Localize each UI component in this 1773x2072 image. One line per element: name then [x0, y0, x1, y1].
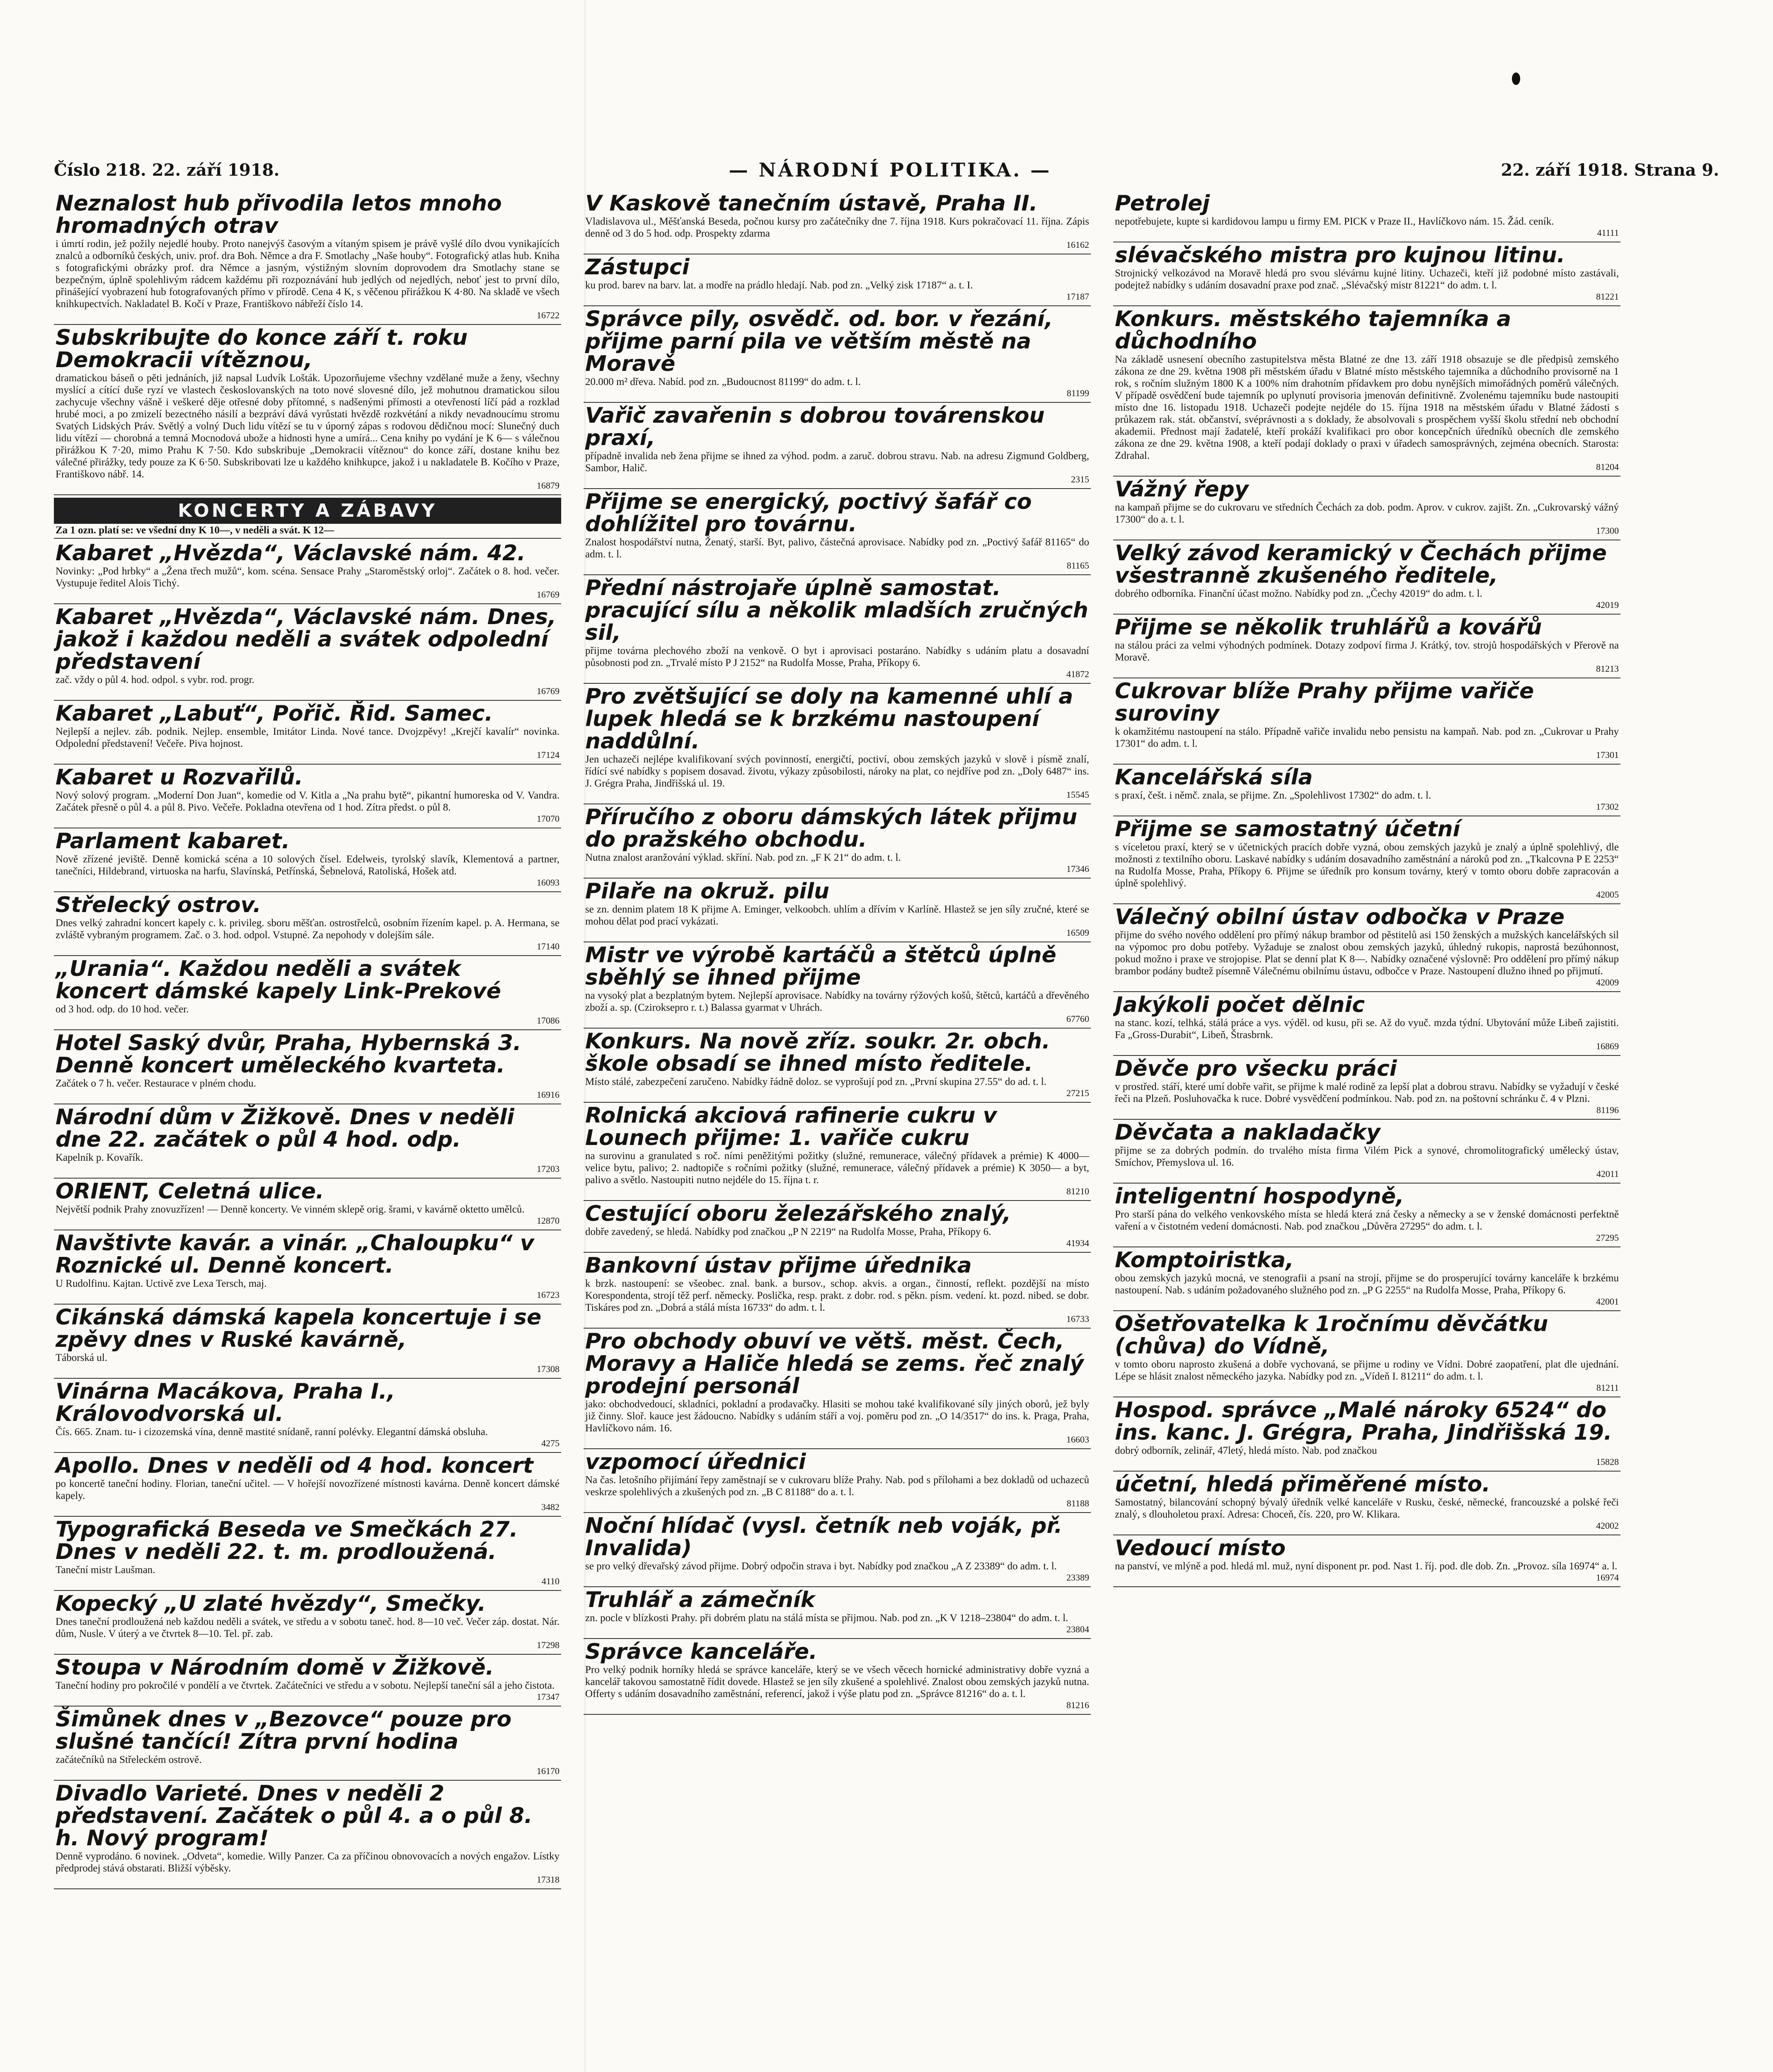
ad-reference-number: 16723 [537, 1290, 560, 1300]
ad-headline: Šimůnek dnes v „Bezovce“ pouze pro slušné tančící! Zítra první hodina [56, 1707, 512, 1754]
ad-body-text: Čís. 665. Znam. tu- i cizozemská vína, denně mastité snídaně, ranní polévky. Elegantní dámská obsluha. [56, 1426, 488, 1438]
ad-reference-number: 17298 [537, 1640, 560, 1650]
ad-columns [54, 191, 1620, 2072]
ad-headline: Cestující oboru železářského znalý, [585, 1201, 1011, 1226]
ad-reference-number: 16509 [1066, 927, 1089, 938]
classified-ad [1113, 477, 1620, 540]
ad-body-text: U Rudolfinu. Kajtan. Uctivě zve Lexa Tersch, maj. [56, 1278, 267, 1289]
ad-headline: Truhlář a zámečník [585, 1588, 815, 1612]
ad-headline: Hotel Saský dvůr, Praha, Hybernská 3. Denně koncert uměleckého kvarteta. [56, 1031, 521, 1078]
ad-body-text: Na čas. letošního přijímání řepy zaměstnají se v cukrovaru blíže Prahy. Nab. pod s přílohami a bez dokladů od uchazeců veskrze spolehlivých a zkušených pod zn. „B C 81188“ do a. t. l. [585, 1474, 1089, 1498]
classified-ad [584, 804, 1091, 879]
ad-headline: Ošetřovatelka k 1ročnímu děvčátku (chůva) do Vídně, [1115, 1312, 1548, 1359]
ad-reference-number: 81211 [1596, 1382, 1619, 1393]
classified-ad [1113, 992, 1620, 1056]
ad-body-text: Denně vyprodáno. 6 novinek. „Odveta“, komedie. Willy Panzer. Ca za příčinou obnovovacích a nových engažov. Lístky předprodej stává obstarati. Bližší výběsky. [56, 1851, 560, 1874]
ad-reference-number: 17124 [537, 750, 560, 760]
ad-headline: Pro zvětšující se doly na kamenné uhlí a lupek hledá se k brzkému nastoupení naddůlní. [585, 684, 1073, 754]
ad-headline: Kabaret „Hvězda“, Václavské nám. Dnes, jakož i každou neděli a svátek odpolední představení [56, 605, 556, 674]
classified-ad [1113, 1535, 1620, 1587]
ad-body-text: i úmrtí rodin, jež požily nejedlé houby. Proto nanejvýš časovým a vítaným spisem je právě vyšlé dílo dvou vynikajících znalců a odborníků českých, univ. prof. dra Boh. Němce a dra F. Smotlachy „Naše houby“. Fotografický atlas hub. Kniha s fotografickými obrázky prof. dra Němce a jasným, výstižným slovním doprovodem dra Smotlachy stane se bezpečným, úplně spolehlivým rádcem každému při rozpoznávání hub jedlých od nejedlých, neboť jest to první dílo, přinášející vyobrazení hub fotografovaných přímo v přírodě. Cena 4 K, s věčenou přirážkou K 4·80. Na skladě ve všech knihkupectvích. Nakladatel B. Kočí v Praze, Františkovo nábřeží číslo 14. [56, 238, 560, 310]
ad-reference-number: 81221 [1596, 291, 1619, 302]
classified-ad [1113, 306, 1620, 477]
ad-headline: Kabaret u Rozvařilů. [56, 765, 303, 790]
ad-body-text: Dnes taneční prodloužená neb každou neděli a svátek, ve středu a v sobotu taneč. hod. 8—10 več. Večer záp. dostat. Nár. dům, Nusle. V úterý a ve čtvrtek 8—10. Tel. př. zab. [56, 1616, 560, 1639]
ad-headline: Cukrovar blíže Prahy přijme vařiče suroviny [1115, 679, 1534, 726]
ad-body-text: Novinky: „Pod hrbky“ a „Žena třech mužů“, kom. scéna. Sensace Prahy „Staroměstský orloj“. Začátek o 8. hod. večer. Vystupuje ředitel Alois Tichý. [56, 566, 560, 589]
classified-ad [54, 1453, 561, 1517]
ad-headline: Zástupci [585, 255, 690, 280]
ad-body-text: na surovinu a granulated s roč. ními peněžitými požitky (služné, remunerace, válečný přídavek a prémie) K 4000— velice bytu, palivo; 2. nadtopiče s ročními požitky (služné, remunerace, válečný přídavek a prémie) K 3050— a byt, palivo a světlo. Nastoupiti nutno nejdéle do 15. října t. r. [585, 1150, 1089, 1186]
classified-ad [584, 191, 1091, 254]
ad-headline: Příručího z oboru dámských látek přijmu do pražského obchodu. [585, 805, 1078, 852]
ad-headline: Přijme se několik truhlářů a kovářů [1115, 615, 1542, 640]
ad-reference-number: 16974 [1596, 1572, 1619, 1583]
ad-reference-number: 23804 [1066, 1624, 1089, 1634]
ad-body-text: po koncertě taneční hodiny. Florian, taneční učitel. — V hořejší novozřízené místnosti kavárna. Denně koncert dámské kapely. [56, 1478, 560, 1501]
ad-headline: Velký závod keramický v Čechách přijme všestranně zkušeného ředitele, [1115, 541, 1607, 588]
ad-body-text: přijme továrna plechového zboží na venkově. O byt i aprovisaci postaráno. Nabídky s udáním platu a dosavadní působnosti pod zn. „Trvalé místo P J 2152“ na Rudolfa Mosse, Praha, Příkopy 6. [585, 645, 1089, 668]
classified-ad [54, 701, 561, 765]
classified-ad [1113, 1120, 1620, 1184]
ad-reference-number: 41872 [1066, 669, 1089, 679]
ad-body-text: s praxí, češt. i němč. znala, se přijme. Zn. „Spolehlivost 17302“ do adm. t. l. [1115, 790, 1431, 801]
ad-body-text: dobrého odborníka. Finanční účast možno. Nabídky pod zn. „Čechy 42019“ do adm. t. l. [1115, 588, 1482, 599]
ad-headline: Správce pily, osvědč. od. bor. v řezání, přijme parní pila ve větším městě na Moravě [585, 307, 1053, 376]
ad-body-text: Vladislavova ul., Měšťanská Beseda, počnou kursy pro začátečníky dne 7. října 1918. Kurs pokračovací 11. října. Zápis denně od 3 do 5 hod. odp. Prospekty zdarma [585, 216, 1089, 239]
ad-body-text: dobře zavedený, se hledá. Nabídky pod značkou „P N 2219“ na Rudolfa Mosse, Praha, Příkopy 6. [585, 1226, 991, 1237]
ad-headline: Vedoucí místo [1115, 1536, 1286, 1561]
ad-reference-number: 15828 [1596, 1457, 1619, 1467]
classified-ad [584, 1029, 1091, 1103]
ad-headline: Komptoiristka, [1115, 1248, 1294, 1273]
classified-ad [1113, 904, 1620, 992]
ad-reference-number: 42002 [1596, 1520, 1619, 1531]
ad-headline: Vařič zavařenin s dobrou továrenskou praxí, [585, 403, 1045, 450]
ad-reference-number: 23389 [1066, 1572, 1089, 1583]
ad-reference-number: 16879 [537, 480, 560, 491]
ad-body-text: s víceletou praxí, který se v účetnických pracích dobře vyzná, obou zemských jazyků je znalý a úplně spolehlivý, dle možnosti z textilního oboru. Laskavé nabídky s udáním dosavadního zaměstnání a nároků pod zn. „Tkalcovna P E 2253“ na Rudolfa Mosse, Praha, Příkopy 6. Přijme se úředník pro konsum továrny, který v tomto oboru dobře zapracován a úplně spolehlivý. [1115, 842, 1619, 889]
ad-reference-number: 17187 [1066, 291, 1089, 302]
section-banner: KONCERTY A ZÁBAVY [54, 498, 561, 524]
ad-body-text: dobrý odborník, zelinář, 47letý, hledá místo. Nab. pod značkou [1115, 1445, 1377, 1456]
ad-body-text: se zn. dennim platem 18 K přijme A. Eminger, velkoobch. uhlím a dřívím v Karlíně. Hlastež se jen síly zručné, které se mohou dělat pod prací vykázati. [585, 904, 1089, 927]
classified-ad [584, 1201, 1091, 1253]
ad-reference-number: 17318 [537, 1874, 560, 1885]
classified-ad [584, 575, 1091, 684]
ad-reference-number: 3482 [541, 1502, 560, 1512]
ad-reference-number: 42001 [1596, 1296, 1619, 1307]
ad-headline: Parlament kabaret. [56, 829, 290, 854]
ad-body-text: případně invalida neb žena přijme se ihned za výhod. podm. a zaruč. dobrou stravu. Nab. na adresu Zigmund Goldberg, Sambor, Halič. [585, 450, 1089, 474]
ad-reference-number: 42011 [1596, 1169, 1619, 1179]
ad-reference-number: 17346 [1066, 864, 1089, 874]
classified-ad [584, 306, 1091, 403]
classified-ad [54, 892, 561, 956]
ad-body-text: Strojnický velkozávod na Moravě hledá pro svou slévárnu kujné litiny. Uchazeči, kteří již podobné místo zastávali, podejtež nabídky s udáním dosavadní praxe pod znač. „Slévačský mistr 81221“ do adm. t. l. [1115, 268, 1619, 291]
ad-reference-number: 42019 [1596, 600, 1619, 610]
ad-reference-number: 41934 [1066, 1238, 1089, 1248]
ink-blot [1512, 73, 1520, 85]
ad-reference-number: 16722 [537, 310, 560, 320]
ad-headline: Stoupa v Národním domě v Žižkově. [56, 1655, 494, 1680]
ad-reference-number: 81196 [1596, 1105, 1619, 1115]
ad-headline: Kancelářská síla [1115, 765, 1313, 790]
classified-ad [54, 325, 561, 495]
ad-body-text: zn. pocle v blízkosti Prahy. při dobrém platu na stálá místa se přijmou. Nab. pod zn. „K V 1218–23804“ do adm. t. l. [585, 1612, 1068, 1624]
ad-headline: Cikánská dámská kapela koncertuje i se zpěvy dnes v Ruské kavárně, [56, 1305, 542, 1352]
ad-headline: Mistr ve výrobě kartáčů a štětců úplně sběhlý se ihned přijme [585, 943, 1056, 990]
ad-headline: Noční hlídač (vysl. četník neb voják, př. Invalida) [585, 1513, 1063, 1561]
classified-ad [54, 1781, 561, 1889]
ad-headline: Přední nástrojaře úplně samostat. pracující sílu a několik mladších zručných sil, [585, 576, 1088, 645]
classified-ad [584, 684, 1091, 804]
ad-body-text: na vysoký plat a bezplatným bytem. Nejlepší aprovisace. Nabídky na továrny rýžových košů, štětců, kartáčů a dřevěného zboží a. sp. (Cziroksepro r. t.) Balassa gyarmat v Uhrách. [585, 990, 1089, 1013]
ad-body-text: přijme do svého nového oddělení pro přímý nákup brambor od pěstitelů asi 150 ženských a mužských kancelářských sil na výpomoc pro dobu potřeby. Vyžaduje se znalost obou zemských jazyků, úhledný rukopis, naprostá bezúhonnost, pokud možno i praxe ve strojopise. Plat se denní plat K 8—. Nabídky označené výslovně: Pro oddělení pro přímý nákup brambor podány budtež písemně Válečnému obilnímu ústavu, odbočce v Praze. Nastoupení dlužno ihned po přijmutí. [1115, 929, 1619, 977]
ad-reference-number: 16733 [1066, 1314, 1089, 1324]
ad-headline: Konkurs. městského tajemníka a důchodního [1115, 307, 1511, 354]
ad-reference-number: 17301 [1596, 750, 1619, 760]
ad-reference-number: 15545 [1066, 789, 1089, 800]
ad-body-text: 20.000 m² dřeva. Nabíd. pod zn. „Budoucnost 81199“ do adm. t. l. [585, 376, 861, 387]
ad-reference-number: 4275 [541, 1438, 560, 1448]
ad-body-text: Jen uchazeči nejlépe kvalifikovaní svých povinností, energičtí, poctiví, obou zemských jazyků v slově i písmě znalí, řídící své nabídky s popisem dosavad. životu, výkazy způsobilosti, nároky na plat, co nejdříve pod zn. „Doly 6487“ ins. J. Grégra Praha, Jindřišská ul. 19. [585, 754, 1089, 789]
ad-reference-number: 16093 [537, 877, 560, 888]
ad-body-text: dramatickou báseň o pěti jednáních, již napsal Ludvík Lošták. Upozorňujeme všechny vzdělané muže a ženy, všechny myslící a cítící duše ryzí ve vlastech českoslovanských na toto nové slovesné dílo, jež mohutnou dramatickou silou zachycuje všechny vášně i veškeré děje otřesné doby přítomné, s nadšenými přímosti a otevřeností líčí pád a rozklad hrubé moci, a po zmizelí bezectného násilí a bezpráví dává vyrůstati hvězdě rozkvétání a nikdy nevadnoucímu stromu Svatých Lidských Práv. Světlý a volný Duch lidu vítězí se tu v úporný zápas s rodovou dědičnou mocí: Slunečný duch lidu vítězí — chorobná a temná Mocnodová ubože a hidnosti hyne a umírá... Cena knihy po vydání je K 6— s válečnou přirážkou K 7·20, mimo Prahu K 7·50. Kdo subskribuje „Demokracii vítěznou“ do konce září, dostane knihu bez válečné přirážky, tedy pouze za K 6·50. Subskribovati lze u každého knihkupce, jakož i u nakladatele B. Kočího v Praze, Františkovo nábř. 14. [56, 373, 560, 480]
ad-headline: Konkurs. Na nově zříz. soukr. 2r. obch. škole obsadí se ihned místo ředitele. [585, 1029, 1051, 1076]
ad-reference-number: 81188 [1066, 1498, 1089, 1508]
ad-headline: Děvče pro všecku práci [1115, 1056, 1397, 1081]
ad-reference-number: 16916 [537, 1089, 560, 1100]
ad-reference-number: 27215 [1066, 1088, 1089, 1098]
classified-ad [584, 254, 1091, 306]
ad-body-text: v tomto oboru naprosto zkušená a dobře vychovaná, se přijme u rodiny ve Vídni. Dobré zaopatření, plat dle ujednání. Lépe se hlásit znalost německého jazyka. Nabídky pod zn. „Vídeň I. 81211“ do adm. t. l. [1115, 1359, 1619, 1382]
classified-ad [584, 1253, 1091, 1329]
ad-body-text: Začátek o 7 h. večer. Restaurace v plném chodu. [56, 1078, 256, 1089]
ad-headline: účetní, hledá přiměřené místo. [1115, 1472, 1490, 1497]
column-3 [1113, 191, 1620, 2072]
classified-ad [54, 1030, 561, 1104]
ad-headline: Bankovní ústav přijme úřednika [585, 1253, 972, 1278]
classified-ad [584, 403, 1091, 489]
ad-reference-number: 17140 [537, 941, 560, 951]
page-date-number: 22. září 1918. Strana 9. [1501, 160, 1719, 180]
ad-reference-number: 17070 [537, 813, 560, 824]
ad-headline: Apollo. Dnes v neděli od 4 hod. koncert [56, 1453, 533, 1478]
classified-ad [54, 1517, 561, 1591]
ad-reference-number: 27295 [1596, 1232, 1619, 1243]
classified-ad [1113, 191, 1620, 242]
ad-reference-number: 17302 [1596, 801, 1619, 812]
ad-headline: Vinárna Macákova, Praha I., Královodvorská ul. [56, 1379, 395, 1426]
ad-headline: V Kaskově tanečním ústavě, Praha II. [585, 191, 1038, 216]
classified-ad [1113, 1472, 1620, 1535]
ad-body-text: Místo stálé, zabezpečení zaručeno. Nabídky řádně doloz. se vyprošují pod zn. „První skupina 27.55“ do ad. t. l. [585, 1076, 1046, 1087]
issue-number-date: Číslo 218. 22. září 1918. [54, 160, 280, 180]
ad-reference-number: 2315 [1071, 474, 1089, 484]
classified-ad [54, 1591, 561, 1655]
ad-headline: Pilaře na okruž. pilu [585, 879, 830, 904]
ad-headline: Kabaret „Hvězda“, Václavské nám. 42. [56, 541, 526, 566]
classified-ad [1113, 1311, 1620, 1397]
ad-reference-number: 81165 [1066, 560, 1089, 571]
ad-headline: Pro obchody obuví ve větš. měst. Čech, Moravy a Haliče hledá se zems. řeč znalý prodejní personál [585, 1329, 1084, 1399]
ad-reference-number: 81216 [1066, 1700, 1089, 1710]
ad-body-text: začátečníků na Střeleckém ostrově. [56, 1754, 202, 1765]
classified-ad [1113, 765, 1620, 816]
ad-body-text: Na základě usnesení obecního zastupitelstva města Blatné ze dne 13. září 1918 obsazuje se dle předpisů zemského zákona ze dne 29. května 1908 při městském úřadu v Blatné místo městského tajemníka a důchodního provisorně na 1 rok, s ročním služným 1800 K a 100% ním drahotním přídavkem pro dobu nynějších mimořádných poměrů válečných. V případě osvědčení bude tajemník po uplynutí provisoria jmenován definitivně. Zvolenému tajemníku bude nastoupiti místo dne 16. listopadu 1918. Uchazeči podejte nejdéle do 15. října 1918 na městském úřadu v Blatné žádosti s průkazem rak. stát. občanství, svéprávnosti a s doklady, že absolvovali s prospěchem vyšší školu střední neb obchodní akademii. Přednost mají žadatelé, kteří prokáží kvalifikaci pro obor koncepčních úředníků obecních dle zemského zákona ze dne 29. května 1908, a kteří podají doklady o praxi v úřadech samosprávných, zejména obecních. Starosta: Zdrahal. [1115, 354, 1619, 461]
classified-ad [584, 1103, 1091, 1201]
classified-ad [1113, 242, 1620, 306]
ad-body-text: Taneční mistr Laušman. [56, 1564, 155, 1576]
ad-body-text: Nejlepší a nejlev. záb. podnik. Nejlep. ensemble, Imitátor Linda. Nové tance. Dvojzpěvy! „Krejčí kavalír“ novinka. Odpolední představení! Večeře. Piva hojnost. [56, 726, 560, 749]
classified-ad [54, 1706, 561, 1781]
ad-reference-number: 16769 [537, 686, 560, 696]
classified-ad [1113, 1056, 1620, 1120]
ad-reference-number: 16769 [537, 589, 560, 600]
ad-reference-number: 42005 [1596, 889, 1619, 900]
ad-headline: Kopecký „U zlaté hvězdy“, Smečky. [56, 1591, 486, 1616]
section-rate-note: Za 1 ozn. platí se: ve všední dny K 10—, v neděli a svát. K 12— [54, 525, 561, 539]
classified-ad [584, 1513, 1091, 1587]
ad-reference-number: 67760 [1066, 1014, 1089, 1024]
classified-ad [584, 1639, 1091, 1715]
ad-headline: Jakýkoli počet dělnic [1115, 992, 1365, 1017]
ad-body-text: Nutna znalost aranžování výklad. skříní. Nab. pod zn. „F K 21“ do adm. t. l. [585, 852, 901, 863]
classified-ad [54, 956, 561, 1030]
ad-reference-number: 16162 [1066, 240, 1089, 250]
classified-ad [1113, 1397, 1620, 1472]
ad-headline: Typografická Beseda ve Smečkách 27. Dnes v neděli 22. t. m. prodloužená. [56, 1517, 518, 1564]
classified-ad [584, 1329, 1091, 1449]
ad-reference-number: 81199 [1066, 388, 1089, 398]
classified-ad [1113, 1247, 1620, 1311]
ad-headline: Petrolej [1115, 191, 1210, 216]
classified-ad [54, 1104, 561, 1179]
ad-reference-number: 41111 [1597, 228, 1619, 238]
ad-headline: Válečný obilní ústav odbočka v Praze [1115, 905, 1565, 929]
ad-body-text: Pro starší pána do velkého venkovského místa se hledá která zná česky a německy a se v ženské domácnosti perfektně vaření a v čistotném vedení domácnosti. Nab. pod značkou „Důvěra 27295“ do adm. t. l. [1115, 1209, 1619, 1232]
ad-reference-number: 81210 [1066, 1186, 1089, 1196]
ad-headline: Rolnická akciová rafinerie cukru v Lounech přijme: 1. vařiče cukru [585, 1103, 997, 1150]
ad-body-text: na panství, ve mlýně a pod. hledá ml. muž, nyní disponent pr. pod. Nast 1. říj. pod. dle dob. Zn. „Provoz. síla 16974“ a. l. [1115, 1561, 1618, 1572]
ad-body-text: na stanc. kozí, telhká, stálá práce a vys. výděl. od kusu, při se. Až do vyuč. mzda týdní. Ubytování může Libeň zajistiti. Fa „Gross-Durabit“, Libeň, Štrasbrnk. [1115, 1017, 1619, 1041]
ad-reference-number: 17300 [1596, 525, 1619, 536]
ad-headline: Kabaret „Labuť“, Pořič. Řid. Samec. [56, 701, 493, 726]
ad-headline: Správce kanceláře. [585, 1639, 817, 1664]
ad-body-text: Dnes velký zahradní koncert kapely c. k. privileg. sboru měšťan. ostrostřelců, osobním řízením kapel. p. A. Hermana, se zvláště vybraným programem. Zač. o 3. hod. odpol. Vstupné. Za nepohody v dolejším sále. [56, 917, 560, 941]
classified-ad [54, 1179, 561, 1230]
ad-headline: Střelecký ostrov. [56, 893, 262, 917]
ad-headline: inteligentní hospodyně, [1115, 1184, 1404, 1209]
ad-body-text: k okamžitému nastoupení na stálo. Případně vařiče invalidu nebo pensistu na kampaň. Nab. pod zn. „Cukrovar u Prahy 17301“ do adm. t. l. [1115, 726, 1619, 749]
ad-reference-number: 12870 [537, 1215, 560, 1226]
classified-ad [54, 765, 561, 828]
ad-reference-number: 16170 [537, 1766, 560, 1776]
ad-body-text: přijme se za dobrých podmín. do trvalého místa firma Vilém Pick a synové, chromolitografický umělecký ústav, Smíchov, Přemyslova ul. 16. [1115, 1145, 1619, 1168]
classified-ad [1113, 678, 1620, 765]
classified-ad [584, 489, 1091, 575]
classified-ad [584, 879, 1091, 942]
ad-reference-number: 81213 [1596, 663, 1619, 674]
ad-headline: Přijme se energický, poctivý šafář co dohlížitel pro továrnu. [585, 489, 1032, 537]
ad-headline: Děvčata a nakladačky [1115, 1120, 1381, 1145]
ad-body-text: k brzk. nastoupení: se všeobec. znal. bank. a bursov., schop. akvis. a organ., činností, reflekt. pozdější na místo Korespondenta, strojí těž perf. německy. Poslička, resp. prakt. z dobr. rod. s pěkn. písm. vedení. kt. pozd. nibed. se dobr. Tiskáres pod zn. „Dobrá a stálá místa 16733“ do adm. t. l. [585, 1278, 1089, 1313]
ad-body-text: jako: obchodvedoucí, skladníci, pokladní a prodavačky. Hlasiti se mohou také kvalifikované síly jiných oborů, jež byly již činny. Sloř. kauce jest žádoucno. Nabídky s udáním stáří a voj. poměru pod zn. „O 14/3517“ do ins. k. Praga, Praha, Havlíčkovo nám. 16. [585, 1399, 1089, 1434]
column-2 [584, 191, 1091, 2072]
ad-body-text: zač. vždy o půl 4. hod. odpol. s vybr. rod. progr. [56, 674, 254, 685]
classified-ad [54, 1305, 561, 1379]
ad-body-text: obou zemských jazyků mocná, ve stenografii a psaní na strojí, přijme se do prosperující továrny kanceláře k brzkému nastoupení. Nab. s udáním požadovaného služného pod zn. „P G 2255“ na Rudolfa Mosse, Praha, Příkopy 6. [1115, 1273, 1619, 1296]
ad-body-text: Znalost hospodářství nutna, Ženatý, starší. Byt, palivo, částečná aprovisace. Nabídky pod zn. „Poctivý šafář 81165“ do adm. t. l. [585, 537, 1089, 560]
ad-headline: Vážný řepy [1115, 477, 1249, 502]
ad-reference-number: 42009 [1596, 977, 1619, 988]
ad-headline: Divadlo Varieté. Dnes v neděli 2 představení. Začátek o půl 4. a o půl 8. h. Nový program! [56, 1781, 533, 1851]
ad-body-text: od 3 hod. odp. do 10 hod. večer. [56, 1004, 189, 1015]
classified-ad [54, 191, 561, 325]
classified-ad [54, 1230, 561, 1305]
ad-headline: Hospod. správce „Malé nároky 6524“ do ins. kanc. J. Grégra, Praha, Jindřišská 19. [1115, 1398, 1612, 1445]
classified-ad [54, 1379, 561, 1453]
ad-body-text: Největší podnik Prahy znovuzřízen! — Denně koncerty. Ve vinném sklepě orig. šrami, v kavárně oktetto umělců. [56, 1204, 525, 1215]
classified-ad [1113, 1184, 1620, 1247]
ad-reference-number: 17308 [537, 1364, 560, 1374]
ad-body-text: Nově zřízené jeviště. Denně komická scéna a 10 solových čísel. Edelweis, tyrolský slavík, Klementová a partner, tanečníci, Hildebrand, virtuoska na harfu, Slavínská, Petřínská, Šebnelová, Ratoliská, Hošek atd. [56, 854, 560, 877]
classified-ad [584, 942, 1091, 1029]
ad-headline: vzpomocí úřednici [585, 1450, 806, 1474]
ad-reference-number: 16603 [1066, 1434, 1089, 1445]
ad-headline: „Urania“. Každou neděli a svátek koncert dámské kapely Link-Prekové [56, 956, 501, 1004]
classified-ad [1113, 615, 1620, 678]
ad-reference-number: 17347 [537, 1692, 560, 1702]
page-header [54, 153, 1719, 186]
classified-ad [1113, 816, 1620, 904]
classified-ad [54, 604, 561, 701]
ad-body-text: ku prod. barev na barv. lat. a modře na prádlo hledají. Nab. pod zn. „Velký zisk 17187“ a. t. I. [585, 280, 973, 291]
ad-body-text: Taneční hodiny pro pokročilé v pondělí a ve čtvrtek. Začátečníci ve středu a v sobotu. Nejlepší taneční sál a jeho čistota. [56, 1680, 555, 1691]
ad-headline: Neznalost hub přivodila letos mnoho hromadných otrav [56, 191, 502, 238]
classified-ad [584, 1587, 1091, 1639]
ad-body-text: na kampaň přijme se do cukrovaru ve středních Čechách za dob. podm. Aprov. v cukrov. zajišt. Zn. „Cukrovarský vážný 17300“ do a. t. l. [1115, 502, 1619, 525]
ad-headline: Subskribujte do konce září t. roku Demokracii vítěznou, [56, 325, 468, 373]
ad-body-text: se pro velký dřevařský závod přijme. Dobrý odpočin strava i byt. Nabídky pod značkou „A Z 23389“ do adm. t. l. [585, 1561, 1057, 1572]
ad-headline: slévačského mistra pro kujnou litinu. [1115, 243, 1565, 268]
classified-ad [584, 1449, 1091, 1513]
masthead-title: — NÁRODNÍ POLITIKA. — [729, 159, 1052, 181]
ad-body-text: na stálou práci za velmi výhodných podmínek. Dotazy zodpoví firma J. Krátký, tov. strojů hospodářských v Přerově na Moravě. [1115, 640, 1619, 663]
ad-headline: Národní dům v Žižkově. Dnes v neděli dne 22. začátek o půl 4 hod. odp. [56, 1105, 514, 1152]
ad-headline: Přijme se samostatný účetní [1115, 817, 1461, 842]
ad-body-text: nepotřebujete, kupte si kardidovou lampu u firmy EM. PICK v Praze II., Havlíčkovo nám. 15. Žád. ceník. [1115, 216, 1554, 227]
ad-body-text: Samostatný, bilancování schopný bývalý úředník velké kanceláře v Rusku, české, německé, francouzské a polské řeči znalý, s dlouholetou praxí. Adresa: Choceň, čís. 220, pro W. Klikara. [1115, 1497, 1619, 1520]
ad-body-text: Táborská ul. [56, 1352, 107, 1363]
ad-body-text: Nový solový program. „Moderní Don Juan“, komedie od V. Kitla a „Na prahu bytě“, pikantní humoreska od V. Vandra. Začátek přesně o půl 4. a půl 8. Pivo. Večeře. Pokladna otevřena od 1 hod. Zítra předst. o půl 8. [56, 790, 560, 813]
ad-body-text: Pro velký podnik horníky hledá se správce kanceláře, který se ve všech věcech hornické administrativy dobře vyzná a kancelář takovou samostatně řídit dovede. Hlastež se jen síly zkušené a spolehlivé. Znalost obou zemských jazyků nutna. Offerty s udáním dosavadního zaměstnání, referencí, jakož i výše platu pod zn. „Správce 81216“ do a. t. l. [585, 1664, 1089, 1699]
classified-ad [54, 540, 561, 604]
ad-reference-number: 17086 [537, 1015, 560, 1026]
ad-body-text: v prostřed. stáří, které umí dobře vařit, se přijme k malé rodině za lepší plat a dobrou stravu. Nabídky se vyžadují v české řeči na Plzeň. Posluhovačka k ruce. Dobré vysvědčení podmínkou. Nab. pod zn. na poštovní schránku č. 4 v Plzni. [1115, 1081, 1619, 1104]
classified-ad [1113, 540, 1620, 615]
ad-reference-number: 17203 [537, 1164, 560, 1174]
column-1 [54, 191, 561, 2072]
ad-reference-number: 4110 [541, 1576, 560, 1586]
ad-headline: Navštivte kavár. a vinár. „Chaloupku“ v Roznické ul. Denně koncert. [56, 1231, 534, 1278]
ad-reference-number: 81204 [1596, 462, 1619, 472]
classified-ad [54, 1655, 561, 1706]
ad-body-text: Kapelník p. Kovařík. [56, 1152, 143, 1163]
ad-reference-number: 16869 [1596, 1041, 1619, 1051]
ad-headline: ORIENT, Celetná ulice. [56, 1179, 324, 1204]
classified-ad [54, 828, 561, 892]
